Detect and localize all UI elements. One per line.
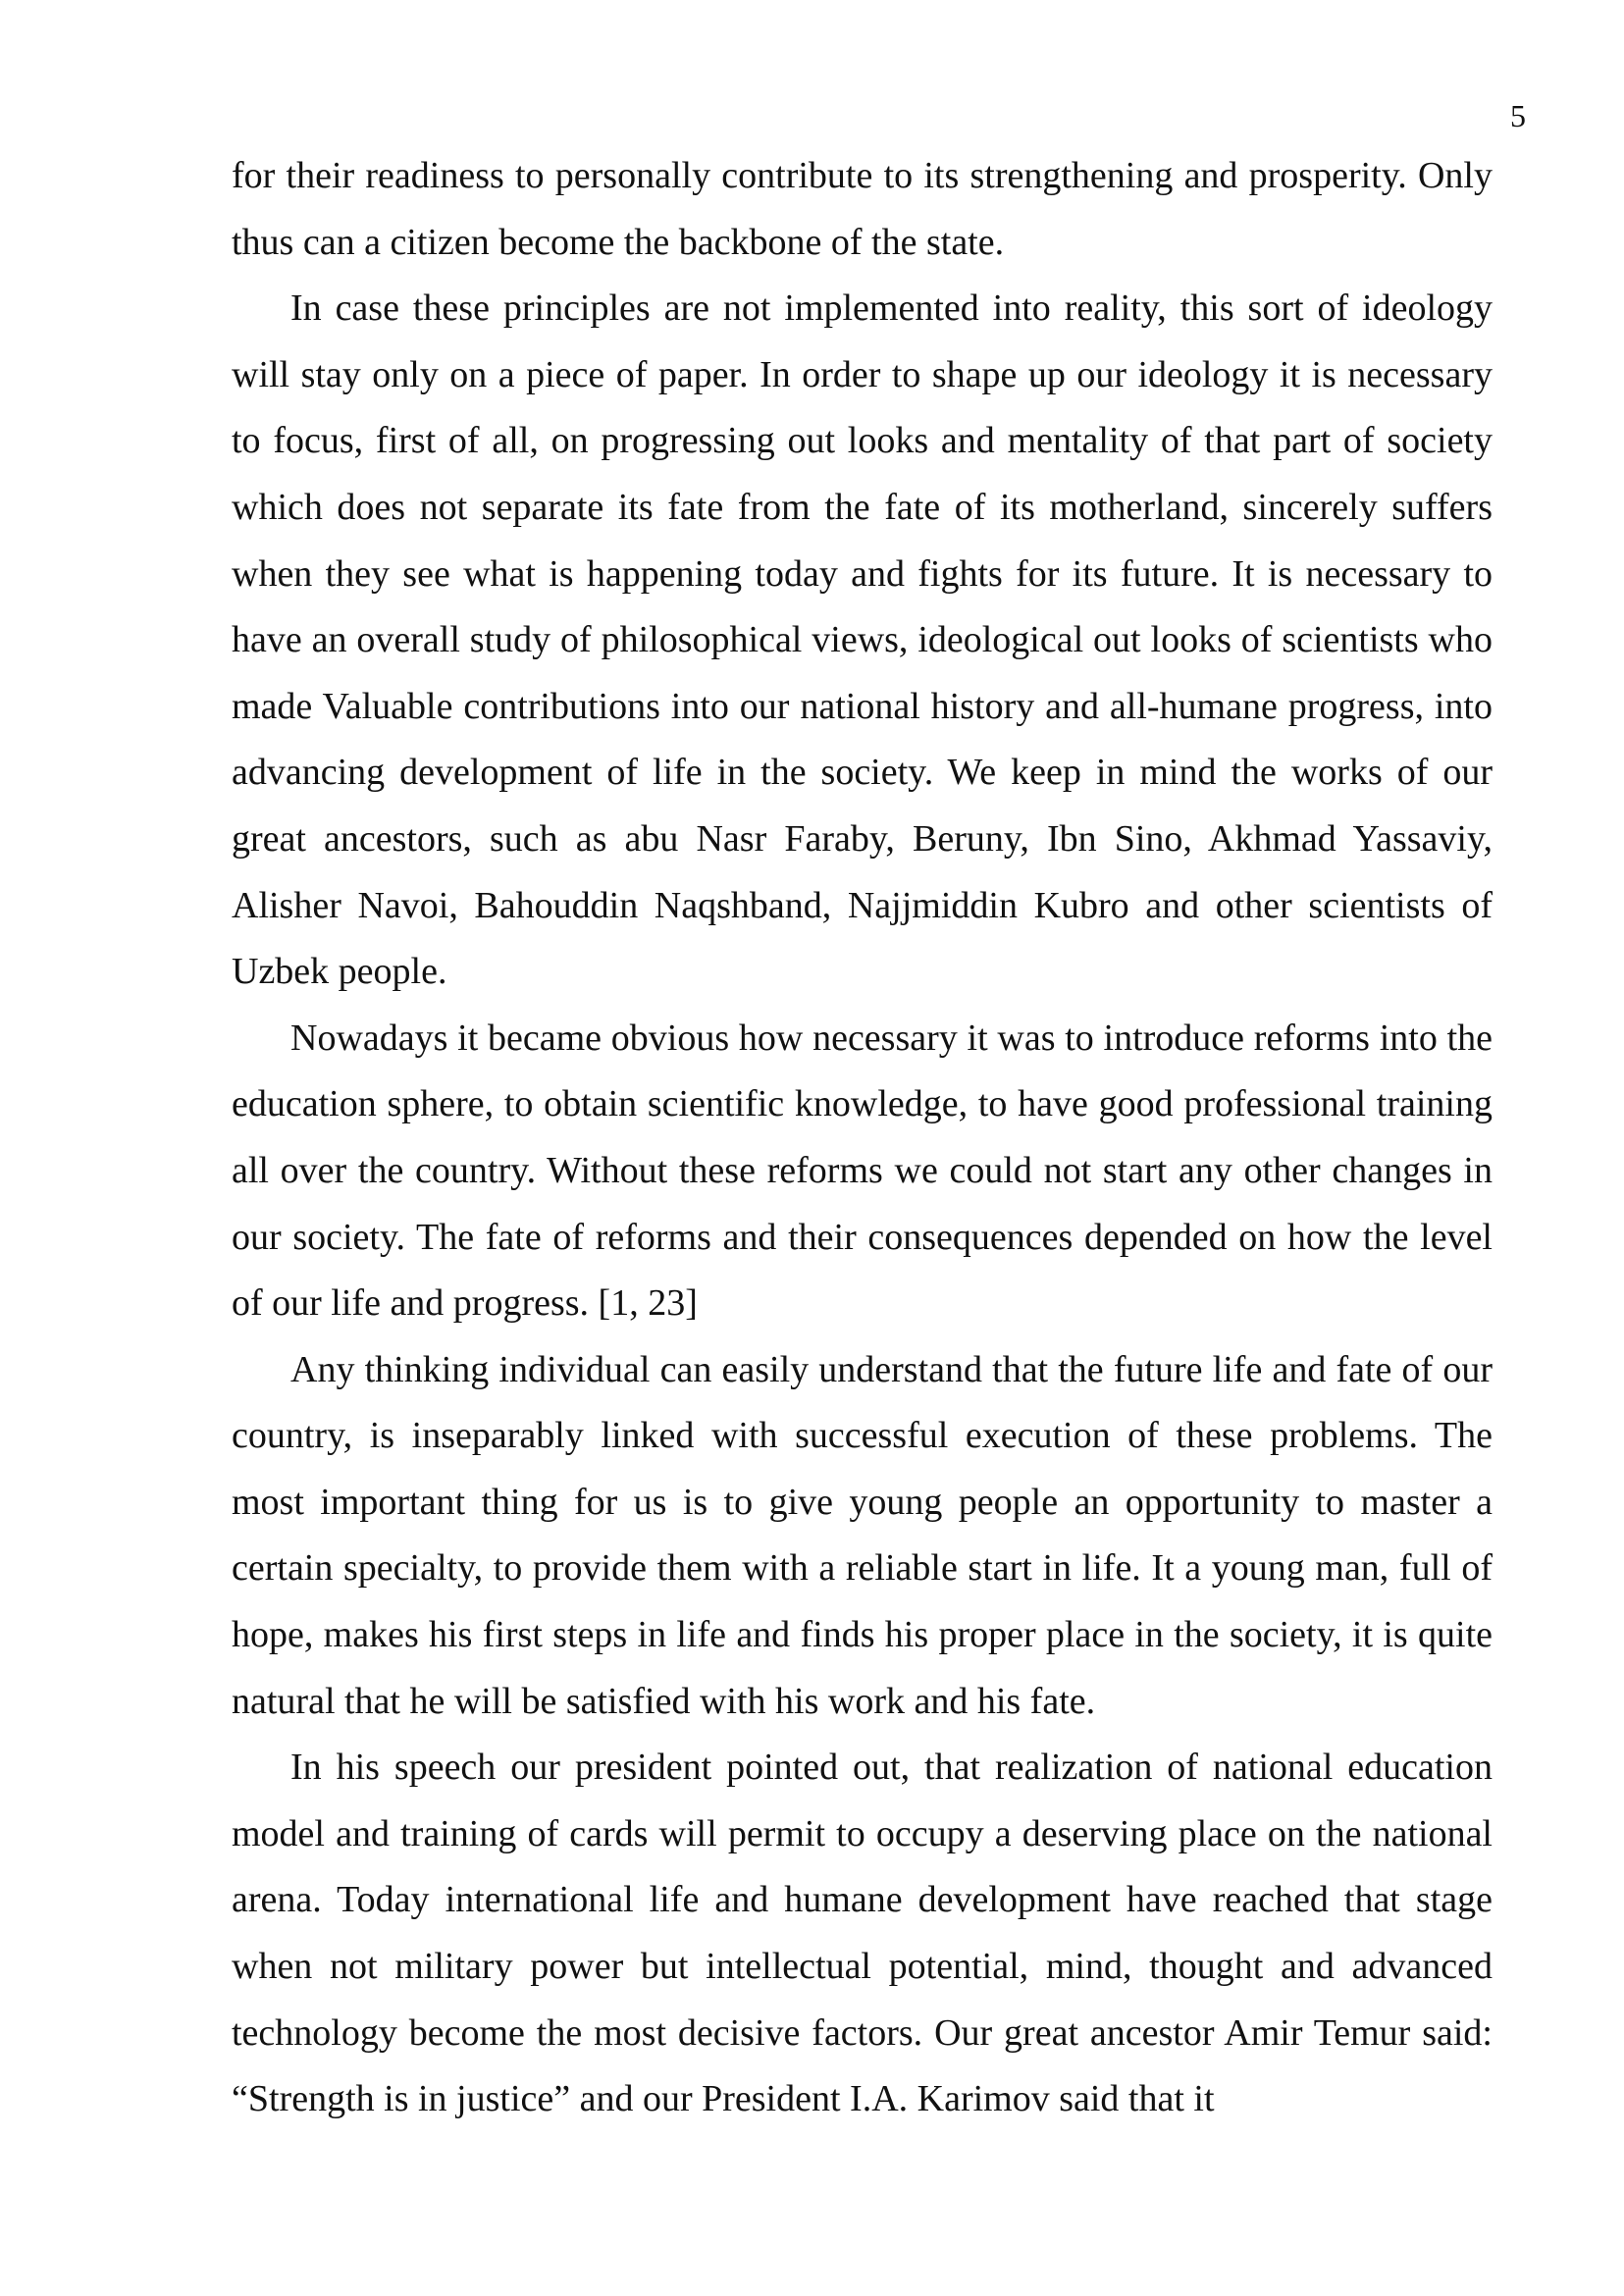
paragraph-ideology-principles: In case these principles are not implemented into reality, this sort of ideology will stay only on a piece of paper. In order to shape up our ideology it is necessary to focus, first of all, on progressing out looks and mentality of that part of society which does not separate its fate from the fate of its motherland, sincerely suffers when they see what is happening today and fights for its future. It is necessary to have an overall study of philosophical views, ideological out looks of scientists who made Valuable contributions into our national history and all-humane progress, into advancing development of life in the society. We keep in mind the works of our great ancestors, such as abu Nasr Faraby, Beruny, Ibn Sino, Akhmad Yassaviy, Alisher Navoi, Bahouddin Naqshband, Najjmiddin Kubro and other scientists of Uzbek people. [232,287,1493,993]
page-number: 5 [1510,98,1526,133]
paragraph-continuation: for their readiness to personally contribute to its strengthening and prosperity. Only thus can a citizen become the backbone of the state. [232,155,1493,263]
paragraph-president-speech: In his speech our president pointed out, that realization of national education model and training of cards will permit to occupy a deserving place on the national arena. Today international life and humane development have reached that stage when not military power but intellectual potential, mind, thought and advanced technology become the most decisive factors. Our great ancestor Amir Temur said: “Strength is in justice” and our President I.A. Karimov said that it [232,1747,1493,2120]
paragraph-future-of-youth: Any thinking individual can easily understand that the future life and fate of our country, is inseparably linked with successful execution of these problems. The most important thing for us is to give young people an opportunity to master a certain specialty, to provide them with a reliable start in life. It a young man, full of hope, makes his first steps in life and finds his proper place in the society, it is quite natural that he will be satisfied with his work and his fate. [232,1348,1493,1722]
paragraph-education-reforms: Nowadays it became obvious how necessary it was to introduce reforms into the education sphere, to obtain scientific knowledge, to have good professional training all over the country. Without these reforms we could not start any other changes in our society. The fate of reforms and their consequences depended on how the level of our life and progress. [1, 23] [232,1017,1493,1325]
body-text [232,143,1493,2133]
